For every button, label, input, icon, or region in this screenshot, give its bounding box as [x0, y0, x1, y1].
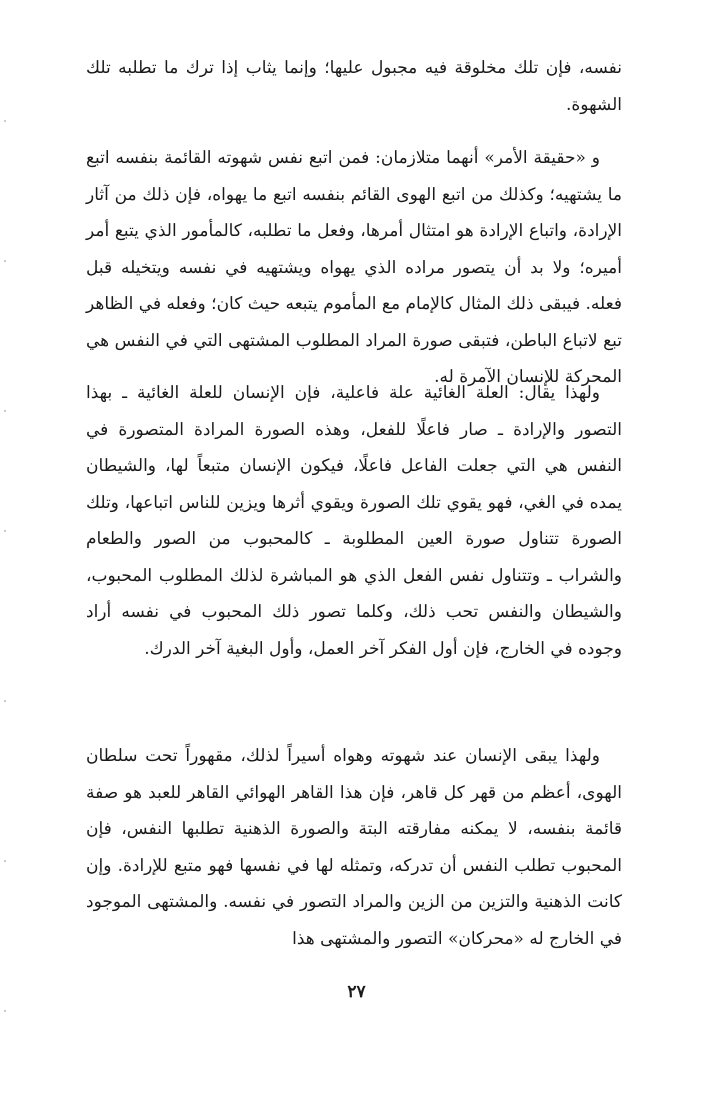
paragraph-text: نفسه، فإن تلك مخلوقة فيه مجبول عليها؛ وإنما يثاب إذا ترك ما تطلبه تلك الشهوة. [86, 58, 622, 115]
page-number: ٢٧ [347, 982, 366, 1002]
paragraph-3 [86, 375, 622, 667]
paragraph-text: ولهذا يقال: العلة الغائية علة فاعلية، فإن الإنسان للعلة الغائية ـ بهذا التصور والإرادة ـ صار فاعلًا للفعل، وهذه الصورة المرادة المتصورة في النفس هي التي جعلت الفاعل فاعلًا، فيكون الإنسان متبعاً لها، والشيطان يمده في الغي، فهو يقوي تلك الصورة ويقوي أثرها ويزين للناس اتباعها، وتلك الصورة تتناول صورة العين المطلوبة ـ كالمحبوب من الصور والطعام والشراب ـ وتتناول نفس الفعل الذي هو المباشرة لذلك المطلوب المحبوب، والشيطان والنفس تحب ذلك، وكلما تصور ذلك المحبوب في نفسه أراد وجوده في الخارج، فإن أول الفكر آخر العمل، وأول البغية آخر الدرك. [86, 383, 622, 659]
paragraph-text: ولهذا يبقى الإنسان عند شهوته وهواه أسيراً لذلك، مقهوراً تحت سلطان الهوى، أعظم من قهر كل قاهر، فإن هذا القاهر الهوائي القاهر للعبد هو صفة قائمة بنفسه، لا يمكنه مفارقته البتة والصورة الذهنية تطلبها النفس، فإن المحبوب تطلب النفس أن تدركه، وتمثله لها في نفسها فهو متبع للإرادة. وإن كانت الذهنية والتزين من الزين والمراد التصور في نفسه. والمشتهى الموجود في الخارج له «محركان» التصور والمشتهى هذا [86, 746, 622, 949]
scan-edge-marks [4, 0, 8, 1097]
paragraph-4 [86, 738, 622, 957]
paragraph-text: و «حقيقة الأمر» أنهما متلازمان: فمن اتبع نفس شهوته القائمة بنفسه اتبع ما يشتهيه؛ وكذلك من اتبع الهوى القائم بنفسه اتبع ما يهواه، فإن ذلك من آثار الإرادة، واتباع الإرادة هو امتثال أمرها، وفعل ما تطلبه، كالمأمور الذي يتبع أمر أميره؛ ولا بد أن يتصور مراده الذي يهواه ويشتهيه في نفسه ويتخيله قبل فعله. فيبقى ذلك المثال كالإمام مع المأموم يتبعه حيث كان؛ وفعله في الظاهر تبع لاتباع الباطن، فتبقى صورة المراد المطلوب المشتهى التي في النفس هي المحركة للإنسان الآمرة له. [86, 148, 622, 387]
paragraph-2 [86, 140, 622, 396]
paragraph-1 [86, 50, 622, 123]
